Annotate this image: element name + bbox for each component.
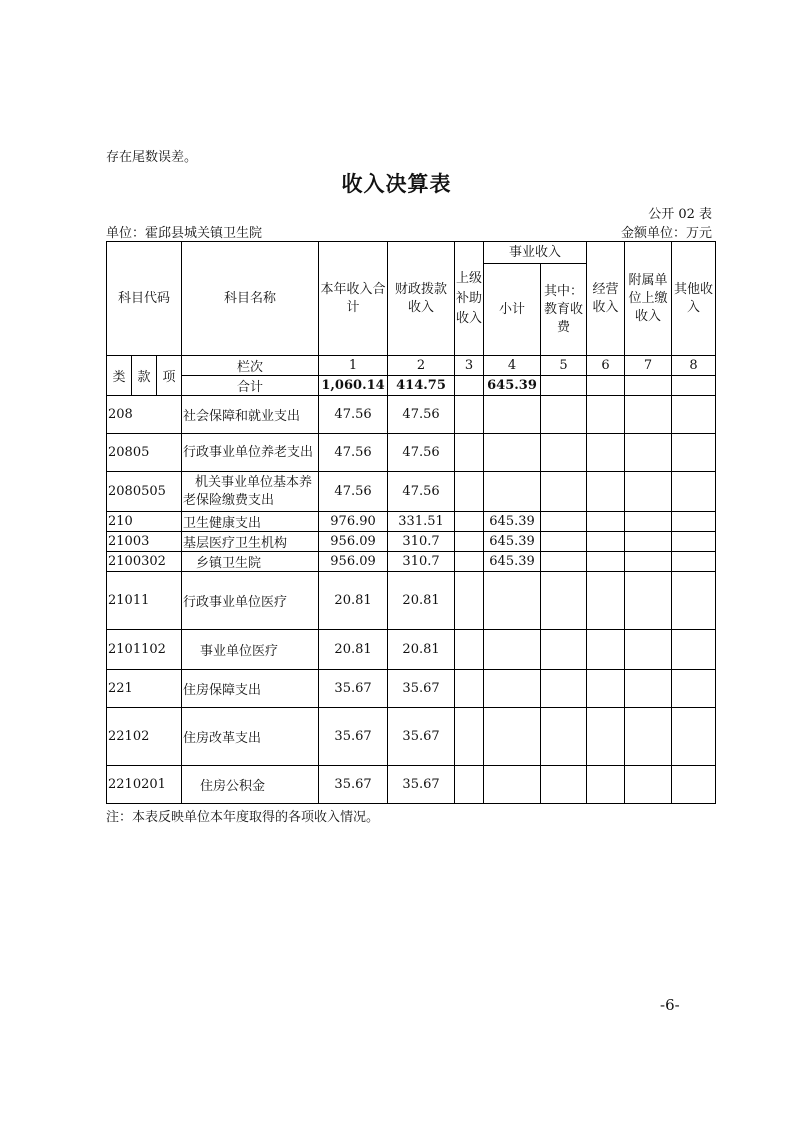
total-value: 1,060.14 — [319, 376, 388, 396]
row-total: 956.09 — [319, 532, 388, 552]
footnote: 注：本表反映单位本年度取得的各项收入情况。 — [106, 810, 380, 825]
row-name: 住房保障支出 — [182, 670, 319, 708]
amount-unit-label: 金额单位：万元 — [620, 226, 712, 241]
row-subtotal — [484, 396, 541, 434]
row-name: 住房改革支出 — [182, 708, 319, 766]
header-business: 事业收入 — [484, 242, 587, 264]
row-name: 行政事业单位养老支出 — [182, 434, 319, 472]
row-code: 2101102 — [107, 630, 182, 670]
row-total: 976.90 — [319, 512, 388, 532]
col-num: 7 — [625, 356, 672, 376]
header-operating: 经营收入 — [587, 242, 625, 356]
row-name: 基层医疗卫生机构 — [182, 532, 319, 552]
page-number: -6- — [660, 996, 680, 1014]
row-subtotal — [484, 766, 541, 804]
table-row — [107, 670, 716, 708]
row-total: 20.81 — [319, 572, 388, 630]
row-name: 乡镇卫生院 — [182, 552, 319, 572]
income-table — [106, 241, 716, 804]
row-fiscal: 35.67 — [388, 708, 455, 766]
header-code: 科目代码 — [107, 242, 182, 356]
row-subtotal: 645.39 — [484, 532, 541, 552]
row-fiscal: 35.67 — [388, 670, 455, 708]
row-code: 208 — [107, 396, 182, 434]
row-name: 社会保障和就业支出 — [182, 396, 319, 434]
row-name: 卫生健康支出 — [182, 512, 319, 532]
row-total: 956.09 — [319, 552, 388, 572]
table-row — [107, 630, 716, 670]
row-subtotal — [484, 708, 541, 766]
row-fiscal: 331.51 — [388, 512, 455, 532]
row-name: 机关事业单位基本养老保险缴费支出 — [182, 472, 319, 512]
row-name: 住房公积金 — [182, 766, 319, 804]
header-name: 科目名称 — [182, 242, 319, 356]
header-xiang: 项 — [157, 356, 182, 396]
row-total: 20.81 — [319, 630, 388, 670]
row-code: 21011 — [107, 572, 182, 630]
row-fiscal: 310.7 — [388, 532, 455, 552]
table-row — [107, 434, 716, 472]
col-num: 6 — [587, 356, 625, 376]
row-code: 221 — [107, 670, 182, 708]
col-num: 3 — [455, 356, 484, 376]
row-name: 事业单位医疗 — [182, 630, 319, 670]
row-subtotal — [484, 572, 541, 630]
row-fiscal: 310.7 — [388, 552, 455, 572]
row-total: 47.56 — [319, 396, 388, 434]
header-total: 本年收入合计 — [319, 242, 388, 356]
header-other: 其他收入 — [672, 242, 716, 356]
row-code: 2080505 — [107, 472, 182, 512]
header-affiliated: 附属单位上缴收入 — [625, 242, 672, 356]
row-code: 20805 — [107, 434, 182, 472]
total-fiscal: 414.75 — [388, 376, 455, 396]
table-row — [107, 708, 716, 766]
total-subtotal: 645.39 — [484, 376, 541, 396]
row-fiscal: 47.56 — [388, 396, 455, 434]
col-num: 2 — [388, 356, 455, 376]
unit-label: 单位：霍邱县城关镇卫生院 — [106, 226, 263, 241]
row-code: 22102 — [107, 708, 182, 766]
row-total: 35.67 — [319, 670, 388, 708]
row-total: 35.67 — [319, 766, 388, 804]
row-code: 2100302 — [107, 552, 182, 572]
row-code: 210 — [107, 512, 182, 532]
row-subtotal — [484, 434, 541, 472]
table-row — [107, 472, 716, 512]
row-fiscal: 35.67 — [388, 766, 455, 804]
header-lanci: 栏次 — [182, 356, 319, 376]
col-num: 5 — [541, 356, 587, 376]
row-total: 47.56 — [319, 472, 388, 512]
row-code: 21003 — [107, 532, 182, 552]
row-fiscal: 20.81 — [388, 572, 455, 630]
table-row — [107, 766, 716, 804]
row-name: 行政事业单位医疗 — [182, 572, 319, 630]
table-row — [107, 572, 716, 630]
page-title: 收入决算表 — [341, 172, 452, 196]
row-subtotal — [484, 630, 541, 670]
col-num: 4 — [484, 356, 541, 376]
table-row — [107, 396, 716, 434]
row-total: 35.67 — [319, 708, 388, 766]
header-subsidy: 上级补助收入 — [455, 242, 484, 356]
row-total: 47.56 — [319, 434, 388, 472]
header-subtotal: 小计 — [484, 264, 541, 356]
row-subtotal — [484, 472, 541, 512]
row-subtotal — [484, 670, 541, 708]
row-subtotal: 645.39 — [484, 552, 541, 572]
table-row — [107, 532, 716, 552]
row-fiscal: 20.81 — [388, 630, 455, 670]
note-top: 存在尾数误差。 — [106, 150, 198, 165]
total-label: 合计 — [182, 376, 319, 396]
header-lei: 类 — [107, 356, 132, 396]
row-code: 2210201 — [107, 766, 182, 804]
table-row — [107, 552, 716, 572]
table-row — [107, 512, 716, 532]
header-kuan: 款 — [132, 356, 157, 396]
header-education: 其中：教育收费 — [541, 264, 587, 356]
row-fiscal: 47.56 — [388, 472, 455, 512]
form-number: 公开 02 表 — [648, 207, 712, 222]
header-fiscal: 财政拨款收入 — [388, 242, 455, 356]
col-num: 8 — [672, 356, 716, 376]
col-num: 1 — [319, 356, 388, 376]
row-subtotal: 645.39 — [484, 512, 541, 532]
row-fiscal: 47.56 — [388, 434, 455, 472]
